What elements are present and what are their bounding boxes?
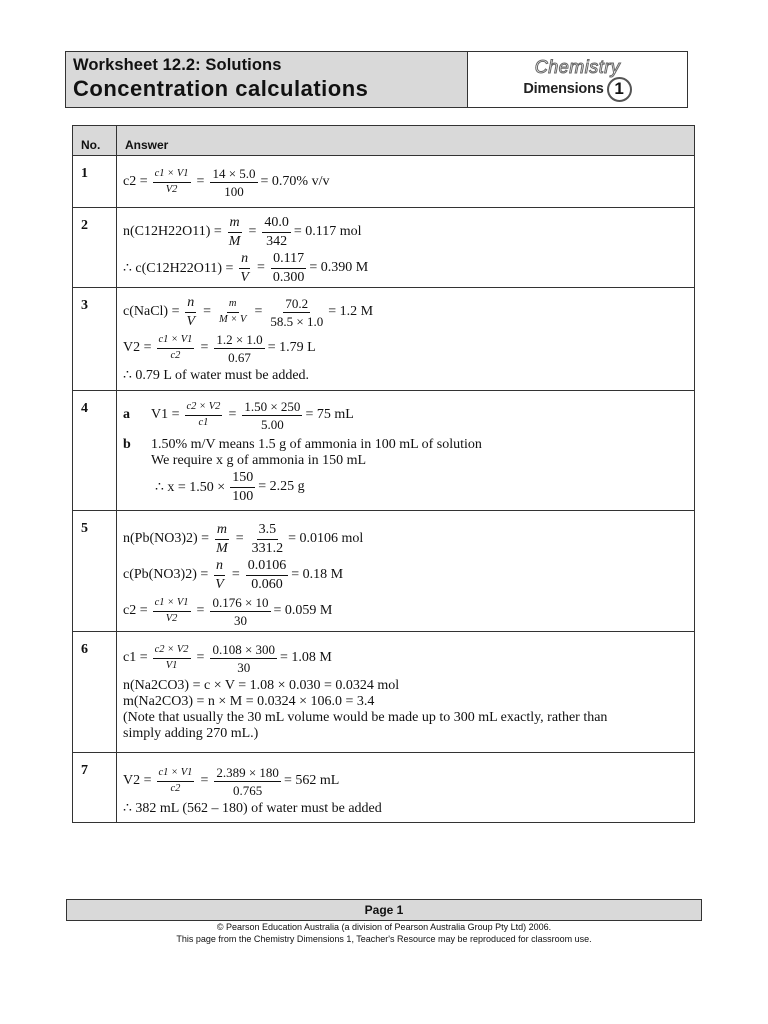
fraction [271, 252, 307, 285]
equals-sign: = [196, 650, 205, 665]
table-row [73, 391, 695, 511]
denominator: 100 [232, 488, 254, 504]
reproduction-notice: This page from the Chemistry Dimensions 1, Teacher's Resource may be reproduced for classroom use. [176, 934, 592, 944]
denominator: c2 [170, 782, 181, 794]
answer-cell [117, 391, 695, 511]
question-number: 2 [73, 208, 117, 288]
conclusion-text: ∴ 382 mL (562 – 180) of water must be added [123, 801, 382, 816]
answer-cell [117, 156, 695, 208]
equation-lhs: c(NaCl) = [123, 304, 180, 319]
equation-line [123, 469, 694, 505]
copyright-notice: © Pearson Education Australia (a division of Pearson Australia Group Pty Ltd) 2006. [216, 922, 552, 932]
equation-result: = 1.08 M [280, 650, 332, 665]
fraction [268, 297, 325, 328]
equation-result: = 1.2 M [328, 304, 374, 319]
numerator: c1 × V1 [153, 169, 191, 183]
numerator: 70.2 [285, 295, 309, 311]
numerator: 0.176 × 10 [212, 594, 269, 610]
fraction [153, 645, 191, 671]
logo-bottom-row [523, 77, 631, 102]
fraction [238, 252, 251, 285]
equals-sign: = [228, 407, 237, 422]
numerator: 14 × 5.0 [212, 165, 256, 181]
table-row [73, 753, 695, 823]
question-number: 6 [73, 632, 117, 753]
equals-sign: = [248, 224, 257, 239]
calculation-text: n(Na2CO3) = c × V = 1.08 × 0.030 = 0.0324 mol [123, 678, 400, 693]
equation-line [123, 164, 694, 200]
fraction [230, 471, 255, 504]
equation-lhs: V2 = [123, 340, 152, 355]
equation-result: = 0.70% v/v [260, 174, 330, 189]
note-text: simply adding 270 mL.) [123, 726, 259, 741]
worksheet-title: Concentration calculations [73, 76, 369, 101]
equals-sign: = [256, 260, 265, 275]
equation-lhs: c2 = [123, 174, 148, 189]
numerator: c2 × V2 [185, 402, 223, 416]
equation-result: = 2.25 g [258, 479, 305, 494]
numerator: n [214, 559, 225, 576]
equation-lhs: V1 = [151, 407, 180, 422]
fraction [157, 768, 195, 794]
denominator: V2 [165, 612, 178, 624]
fraction [214, 766, 281, 797]
equals-sign: = [200, 340, 209, 355]
equation-lhs: c1 = [123, 650, 148, 665]
denominator: V [186, 313, 196, 329]
equation-line [123, 763, 694, 799]
equation-lhs: c2 = [123, 603, 148, 618]
denominator: 0.765 [233, 782, 263, 798]
answer-cell [117, 511, 695, 632]
column-header-answer: Answer [117, 126, 695, 156]
table-row [73, 208, 695, 288]
equation-lhs: ∴ x = 1.50 × [155, 479, 226, 495]
equation-lhs: c(Pb(NO3)2) = [123, 567, 209, 582]
numerator: m [227, 299, 239, 313]
equation-result: = 0.390 M [309, 260, 369, 275]
table-row [73, 156, 695, 208]
denominator: 0.67 [228, 349, 251, 365]
numerator: n [239, 252, 250, 269]
denominator: V2 [165, 183, 178, 195]
fraction [262, 216, 291, 249]
fraction [153, 169, 191, 195]
statement-text: We require x g of ammonia in 150 mL [151, 453, 367, 468]
equation-lhs: ∴ c(C12H22O11) = [123, 260, 234, 276]
denominator: 58.5 × 1.0 [270, 313, 324, 329]
fraction [214, 333, 264, 364]
fraction [242, 400, 302, 431]
denominator: V [215, 576, 224, 592]
numerator: 1.50 × 250 [244, 398, 301, 414]
equation-line [123, 593, 694, 629]
numerator: n [185, 296, 196, 313]
page-number-bar: Page 1 [66, 899, 702, 921]
fraction [217, 299, 249, 325]
fraction [185, 296, 198, 329]
denominator: 30 [237, 659, 251, 675]
table-row [73, 511, 695, 632]
numerator: 3.5 [257, 523, 279, 540]
denominator: 30 [233, 612, 247, 628]
denominator: M [228, 233, 241, 249]
answer-cell [117, 753, 695, 823]
header-title-block [66, 52, 468, 107]
equals-sign: = [203, 304, 211, 319]
question-number: 4 [73, 391, 117, 511]
equation-line [123, 557, 694, 593]
logo-dimensions-text: Dimensions [523, 81, 604, 97]
fraction [185, 402, 223, 428]
equation-result: = 0.117 mol [293, 224, 362, 239]
denominator: 0.300 [272, 269, 305, 285]
equals-sign: = [196, 603, 205, 618]
worksheet-header [65, 51, 688, 108]
equals-sign: = [196, 174, 205, 189]
worksheet-subtitle: Worksheet 12.2: Solutions [73, 56, 282, 74]
numerator: c1 × V1 [157, 335, 195, 349]
fraction [210, 596, 270, 627]
fraction [250, 523, 286, 556]
fraction [157, 335, 195, 361]
equation-line [123, 214, 694, 250]
equals-sign: = [254, 304, 263, 319]
equation-lhs: V2 = [123, 773, 152, 788]
numerator: c2 × V2 [153, 645, 191, 659]
numerator: m [215, 523, 229, 540]
question-number: 5 [73, 511, 117, 632]
question-number: 3 [73, 288, 117, 391]
denominator: c2 [170, 349, 181, 361]
equation-result: = 0.059 M [273, 603, 333, 618]
equation-line [123, 521, 694, 557]
fraction [210, 167, 257, 198]
equation-lhs: n(C12H22O11) = [123, 224, 222, 239]
numerator: 0.108 × 300 [212, 641, 276, 657]
numerator: 0.117 [271, 252, 306, 269]
answers-table [72, 125, 695, 823]
fraction [210, 643, 277, 674]
equation-result: = 75 mL [305, 407, 354, 422]
denominator: 331.2 [251, 540, 284, 556]
question-number: 7 [73, 753, 117, 823]
equation-result: = 0.18 M [291, 567, 344, 582]
equals-sign: = [231, 567, 240, 582]
logo-number-badge: 1 [607, 77, 632, 102]
fraction [227, 216, 243, 249]
equation-line [123, 294, 694, 330]
numerator: 150 [230, 471, 255, 488]
equals-sign: = [235, 531, 244, 546]
equals-sign: = [200, 773, 209, 788]
denominator: 342 [266, 233, 288, 249]
equation-result: = 562 mL [283, 773, 340, 788]
conclusion-text: ∴ 0.79 L of water must be added. [123, 368, 310, 383]
fraction [246, 559, 289, 592]
table-row [73, 632, 695, 753]
column-header-no: No. [73, 126, 117, 156]
equation-line [123, 397, 694, 433]
chemistry-dimensions-logo [468, 52, 687, 107]
numerator: m [228, 216, 242, 233]
answer-cell [117, 632, 695, 753]
equation-lhs: n(Pb(NO3)2) = [123, 531, 210, 546]
fraction [213, 559, 226, 592]
answer-cell [117, 208, 695, 288]
part-label: a [123, 407, 130, 422]
numerator: c1 × V1 [153, 598, 191, 612]
equation-line [123, 250, 694, 286]
denominator: M × V [218, 313, 247, 325]
numerator: 2.389 × 180 [216, 764, 279, 780]
calculation-text: m(Na2CO3) = n × M = 0.0324 × 106.0 = 3.4 [123, 694, 375, 709]
numerator: 1.2 × 1.0 [216, 331, 263, 347]
denominator: M [216, 540, 228, 556]
numerator: c1 × V1 [157, 768, 195, 782]
denominator: 5.00 [261, 416, 284, 432]
statement-text: 1.50% m/V means 1.5 g of ammonia in 100 mL of solution [151, 437, 482, 452]
denominator: 100 [224, 183, 244, 199]
logo-chemistry-text: Chemistry [534, 56, 621, 77]
numerator: 0.0106 [246, 559, 289, 576]
denominator: 0.060 [251, 576, 283, 592]
denominator: V [240, 269, 249, 285]
note-text: (Note that usually the 30 mL volume would be made up to 300 mL exactly, rather than [123, 710, 608, 725]
text-line [123, 437, 694, 453]
equation-line [123, 640, 694, 676]
numerator: 40.0 [262, 216, 291, 233]
denominator: V1 [165, 659, 178, 671]
denominator: c1 [198, 416, 209, 428]
table-header-row [73, 126, 695, 156]
equation-result: = 1.79 L [267, 340, 316, 355]
question-number: 1 [73, 156, 117, 208]
table-row [73, 288, 695, 391]
equation-result: = 0.0106 mol [288, 531, 364, 546]
answer-cell [117, 288, 695, 391]
equation-line [123, 330, 694, 366]
part-label: b [123, 437, 131, 452]
fraction [153, 598, 191, 624]
fraction [214, 523, 230, 556]
